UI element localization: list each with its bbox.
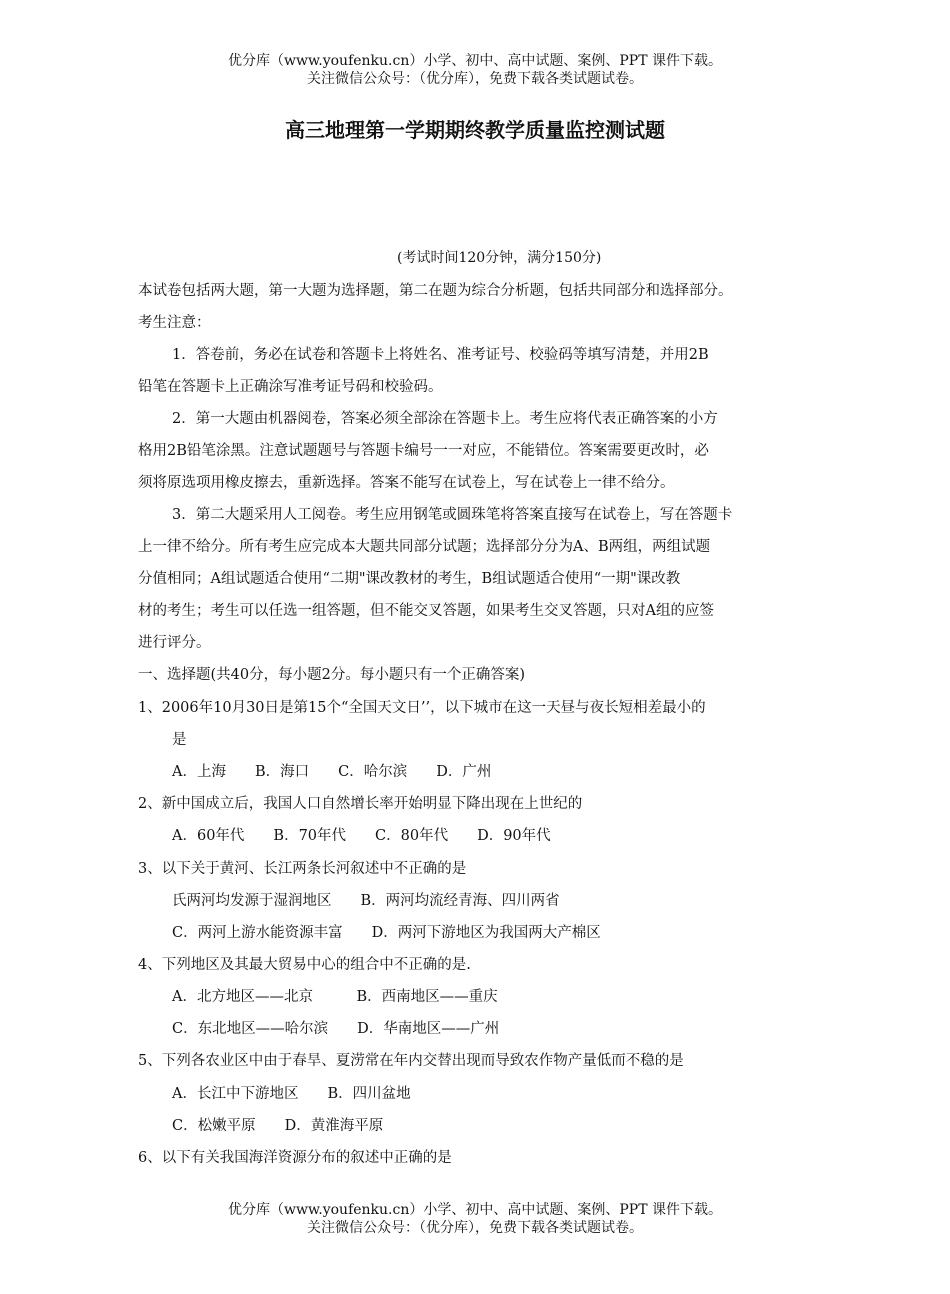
note-line: 材的考生；考生可以任选一组答题，但不能交叉答题，如果考生交叉答题，只对A组的应签 <box>138 603 714 619</box>
footer-line-2: 关注微信公众号：（优分库），免费下载各类试题试卷。 <box>307 1220 643 1236</box>
option-line: A．长江中下游地区 B．四川盆地 <box>172 1086 411 1102</box>
page-header <box>0 52 950 88</box>
question-line: 5、下列各农业区中由于春旱、夏涝常在年内交替出现而导致农作物产量低而不稳的是 <box>138 1053 684 1069</box>
note-line: 格用2B铅笔涂黑。注意试题题号与答题卡编号一一对应，不能错位。答案需要更改时，必 <box>138 443 709 459</box>
note-line: 2．第一大题由机器阅卷，答案必须全部涂在答题卡上。考生应将代表正确答案的小方 <box>172 411 718 427</box>
notice-heading: 考生注意： <box>138 315 211 331</box>
page-footer <box>0 1201 950 1237</box>
option-line: C．东北地区——哈尔滨 D．华南地区——广州 <box>172 1021 500 1037</box>
option-line: C．两河上游水能资源丰富 D．两河下游地区为我国两大产棉区 <box>172 925 601 941</box>
question-line: 4、下列地区及其最大贸易中心的组合中不正确的是. <box>138 957 471 973</box>
option-line: A．上海 B．海口 C．哈尔滨 D．广州 <box>172 764 492 780</box>
header-line-2: 关注微信公众号：（优分库），免费下载各类试题试卷。 <box>307 71 643 87</box>
page-title: 高三地理第一学期期终教学质量监控测试题 <box>285 118 665 142</box>
section-heading: 一、选择题(共40分，每小题2分。每小题只有一个正确答案) <box>138 667 525 683</box>
intro-text: 本试卷包括两大题，第一大题为选择题，第二在题为综合分析题，包括共同部分和选择部分。 <box>138 283 733 299</box>
question-line: 1、2006年10月30日是第15个“全国天文日’’，以下城市在这一天昼与夜长短相差最小的 <box>138 700 706 716</box>
note-line: 须将原选项用橡皮擦去，重新选择。答案不能写在试卷上，写在试卷上一律不给分。 <box>138 475 675 491</box>
question-line: 3、以下关于黄河、长江两条长河叙述中不正确的是 <box>138 861 467 877</box>
option-line: A．北方地区——北京 B．西南地区——重庆 <box>172 989 498 1005</box>
note-line: 3．第二大题采用人工阅卷。考生应用钢笔或圆珠笔将答案直接写在试卷上，写在答题卡 <box>172 507 733 523</box>
option-line: A．60年代 B．70年代 C．80年代 D．90年代 <box>172 828 551 844</box>
note-line: 1．答卷前，务必在试卷和答题卡上将姓名、准考证号、校验码等填写清楚，并用2B <box>172 347 709 363</box>
note-line: 进行评分。 <box>138 635 211 651</box>
question-line: 6、以下有关我国海洋资源分布的叙述中正确的是 <box>138 1150 452 1166</box>
note-line: 分值相同；A组试题适合使用“二期"课改教材的考生，B组试题适合使用“一期"课改教 <box>138 571 681 587</box>
question-line: 是 <box>172 732 187 748</box>
header-line-1: 优分库（www.youfenku.cn）小学、初中、高中试题、案例、PPT 课件下载。 <box>227 53 722 69</box>
note-line: 上一律不给分。所有考生应完成本大题共同部分试题；选择部分分为A、B两组，两组试题 <box>138 539 711 555</box>
question-line: 2、新中国成立后，我国人口自然增长率开始明显下降出现在上世纪的 <box>138 796 583 812</box>
note-line: 铅笔在答题卡上正确涂写准考证号码和校验码。 <box>138 379 443 395</box>
exam-info: (考试时间120分钟，满分150分) <box>397 250 602 266</box>
option-line: C．松嫩平原 D．黄淮海平原 <box>172 1118 384 1134</box>
footer-line-1: 优分库（www.youfenku.cn）小学、初中、高中试题、案例、PPT 课件下载。 <box>227 1202 722 1218</box>
option-line: 氏两河均发源于湿润地区 B．两河均流经青海、四川两省 <box>172 893 560 909</box>
